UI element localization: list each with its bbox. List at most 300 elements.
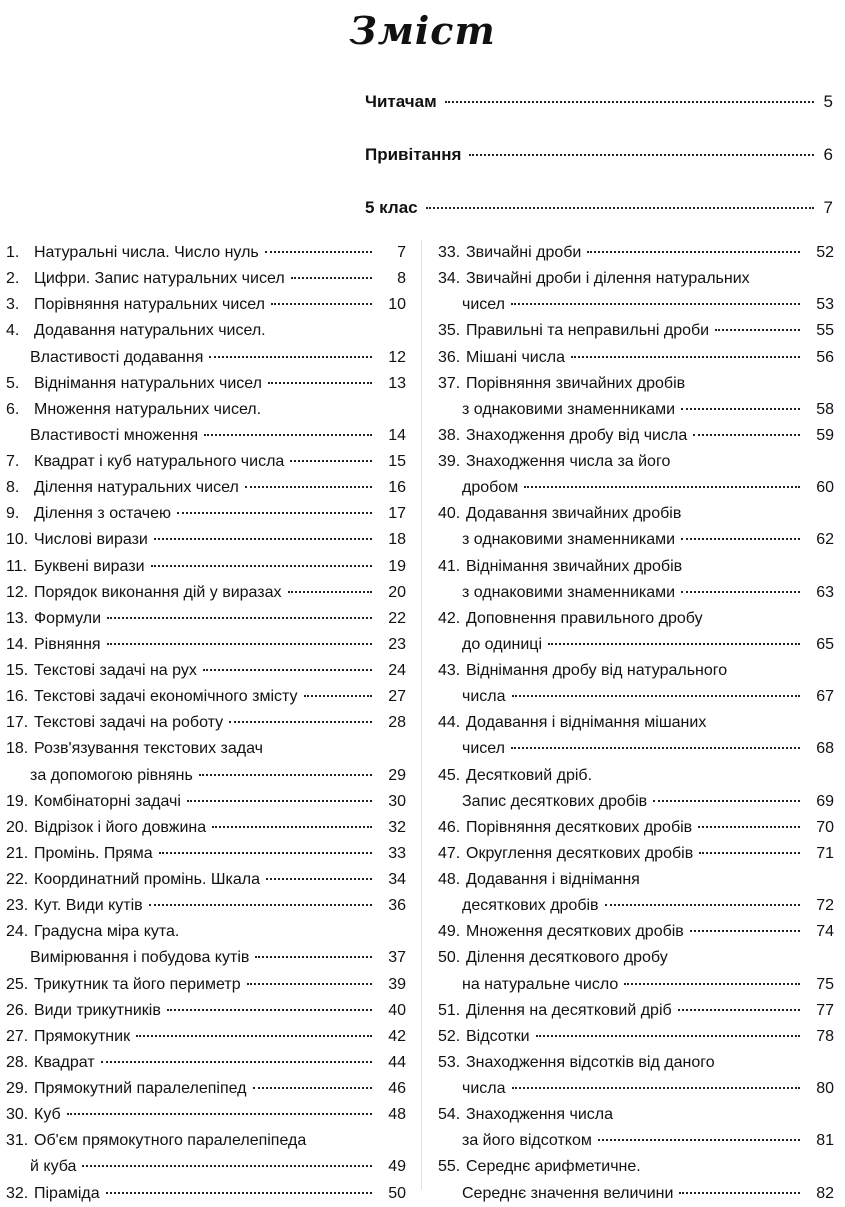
toc-entry[interactable] (6, 318, 406, 370)
entry-title (6, 1132, 306, 1149)
entry-title (6, 1076, 247, 1102)
entry-title-text: Знаходження відсотків від даного (466, 1053, 715, 1071)
entry-title (438, 815, 692, 841)
entry-title (6, 292, 265, 318)
entry-number: 8. (6, 479, 20, 497)
entry-title (6, 867, 260, 893)
dot-leader (187, 800, 372, 802)
entry-title (462, 893, 599, 919)
entry-title (6, 401, 261, 418)
toc-entry[interactable] (438, 998, 834, 1024)
toc-entry-greeting[interactable] (365, 145, 833, 175)
entry-title-text: Об'єм прямокутного паралелепіпеда (34, 1132, 307, 1150)
toc-entry[interactable] (6, 789, 406, 815)
page-number: 52 (816, 244, 834, 261)
entry-title (30, 345, 203, 371)
dot-leader (653, 800, 800, 802)
toc-entry[interactable] (438, 1024, 834, 1050)
entry-line (6, 1128, 406, 1154)
entry-title-text: Множення десяткових дробів (466, 923, 684, 941)
toc-entry[interactable] (6, 736, 406, 788)
dot-leader (268, 382, 372, 384)
entry-title (30, 945, 249, 971)
page-number: 81 (816, 1132, 834, 1150)
entry-title (6, 580, 282, 606)
entry-title (6, 1024, 130, 1050)
dot-leader (271, 303, 372, 305)
page-number: 48 (388, 1106, 406, 1124)
toc-entry-grade-5[interactable] (365, 198, 833, 228)
dot-leader (426, 207, 814, 209)
dot-leader (681, 408, 800, 410)
entry-number: 30. (6, 1106, 29, 1124)
entry-line (6, 632, 406, 658)
entry-title-text: Текстові задачі на роботу (34, 714, 224, 732)
entry-number: 16. (6, 688, 29, 706)
page-number: 24 (388, 662, 406, 679)
entry-title (462, 397, 675, 423)
page-number: 59 (816, 426, 834, 444)
page-number: 71 (816, 844, 834, 862)
dot-leader (255, 956, 372, 958)
toc-entry[interactable] (438, 919, 834, 945)
entry-title-text: Мішані числа (466, 348, 565, 366)
page-number: 46 (388, 1080, 406, 1097)
dot-leader (82, 1165, 372, 1167)
dot-leader (149, 904, 372, 906)
toc-entry[interactable] (6, 397, 406, 449)
entry-number: 21. (6, 844, 29, 862)
toc-entry[interactable] (6, 475, 406, 501)
entry-title-text: Властивості додавання (30, 348, 204, 366)
entry-title (438, 270, 750, 287)
entry-title (6, 527, 148, 553)
dot-leader (678, 1009, 800, 1011)
page-number: 14 (388, 426, 406, 444)
entry-title-text: Додавання і віднімання (466, 871, 640, 888)
entry-line (6, 841, 406, 867)
toc-entry[interactable] (6, 449, 406, 475)
entry-title-text: Формули (34, 609, 102, 627)
page-number: 78 (816, 1027, 834, 1045)
entry-line (438, 580, 834, 606)
entry-title (6, 684, 298, 710)
entry-line (438, 710, 834, 736)
page-number: 18 (388, 531, 406, 549)
toc-entry[interactable] (438, 1050, 834, 1102)
page-number: 42 (388, 1027, 406, 1045)
entry-line (6, 867, 406, 893)
page-number: 63 (816, 583, 834, 601)
entry-line (438, 1076, 834, 1102)
entry-line (438, 841, 834, 867)
entry-label: Привітання (365, 145, 462, 164)
toc-entry[interactable] (438, 266, 834, 318)
entry-line (6, 658, 406, 684)
entry-title-text: Доповнення правильного дробу (466, 609, 703, 627)
entry-title-text: Віднімання натуральних чисел (34, 374, 263, 392)
entry-title (438, 1158, 641, 1175)
page-number: 7 (823, 198, 833, 217)
entry-title (438, 1024, 530, 1050)
toc-entry[interactable] (6, 632, 406, 658)
entry-title (6, 710, 223, 736)
entry-line (438, 423, 834, 449)
page-number: 8 (397, 270, 406, 288)
entry-title (6, 1050, 95, 1076)
dot-leader (693, 434, 800, 436)
entry-line (438, 397, 834, 423)
entry-title (438, 423, 687, 449)
dot-leader (177, 512, 372, 514)
toc-entry[interactable] (438, 240, 834, 266)
toc-entry[interactable] (6, 867, 406, 893)
entry-number: 42. (438, 609, 461, 627)
entry-number: 48. (438, 871, 461, 888)
page-number: 23 (388, 635, 406, 653)
entry-number: 10. (6, 531, 29, 549)
entry-number: 41. (438, 557, 461, 575)
entry-title-text: Ділення на десятковий дріб (466, 1001, 672, 1019)
entry-line (6, 397, 406, 423)
entry-title-text: Текстові задачі економічного змісту (34, 688, 298, 706)
entry-title-text: Кут. Види кутів (34, 897, 143, 915)
entry-title (462, 789, 647, 815)
toc-entry[interactable] (6, 266, 406, 292)
entry-title (438, 505, 681, 522)
entry-title-text: Ділення натуральних чисел (34, 479, 239, 497)
entry-title-text: Знаходження дробу від числа (466, 426, 688, 444)
toc-entry[interactable] (6, 658, 406, 684)
toc-entry[interactable] (6, 501, 406, 527)
entry-title-text: Звичайні дроби (466, 244, 582, 261)
page-number: 40 (388, 1001, 406, 1019)
entry-number: 24. (6, 923, 29, 941)
page-number: 29 (388, 766, 406, 784)
entry-line (438, 1154, 834, 1180)
dot-leader (512, 695, 800, 697)
entry-line (6, 789, 406, 815)
page-number: 15 (388, 453, 406, 470)
dot-leader (253, 1087, 372, 1089)
entry-title (438, 240, 581, 266)
entry-title (6, 972, 241, 998)
dot-leader (715, 329, 800, 331)
entry-title-text: з однаковими знаменниками (462, 583, 676, 601)
entry-title (438, 662, 727, 679)
page-number: 30 (388, 792, 406, 810)
entry-title-text: Координатний промінь. Шкала (34, 871, 261, 888)
entry-line (6, 266, 406, 292)
entry-title-text: числа (462, 688, 506, 706)
entry-title-text: Додавання натуральних чисел. (34, 322, 266, 340)
entry-line (438, 972, 834, 998)
toc-entry[interactable] (438, 815, 834, 841)
toc-entry[interactable] (6, 710, 406, 736)
page-number: 80 (816, 1080, 834, 1097)
entry-title (6, 606, 101, 632)
page-number: 67 (816, 688, 834, 706)
entry-line (438, 1024, 834, 1050)
entry-title-text: за допомогою рівнянь (30, 766, 193, 784)
entry-number: 40. (438, 505, 461, 523)
toc-entry[interactable] (438, 318, 834, 344)
entry-title (6, 322, 266, 339)
entry-title-text: Трикутник та його периметр (34, 975, 241, 993)
entry-number: 29. (6, 1080, 29, 1097)
toc-entry[interactable] (438, 501, 834, 553)
toc-entry[interactable] (438, 1154, 834, 1206)
entry-title-text: з однаковими знаменниками (462, 400, 676, 418)
page-number: 5 (823, 92, 833, 111)
entry-title-text: Порядок виконання дій у виразах (34, 583, 282, 601)
dot-leader (199, 774, 372, 776)
entry-title (6, 475, 239, 501)
entry-title-text: Звичайні дроби і ділення натуральних (466, 270, 750, 288)
dot-leader (571, 356, 800, 358)
entry-title (438, 871, 640, 888)
entry-line (438, 945, 834, 971)
entry-title (462, 632, 542, 658)
entry-title-text: Властивості множення (30, 426, 199, 444)
entry-line (438, 919, 834, 945)
entry-title (438, 453, 670, 470)
entry-title (438, 949, 668, 966)
toc-entry[interactable] (6, 919, 406, 971)
entry-line (438, 763, 834, 789)
toc-entry[interactable] (438, 449, 834, 501)
page-number: 28 (388, 714, 406, 732)
toc-entry[interactable] (438, 423, 834, 449)
page-number: 69 (816, 792, 834, 810)
entry-title (438, 345, 565, 371)
toc-entry[interactable] (438, 710, 834, 762)
toc-entry[interactable] (438, 554, 834, 606)
page-number: 22 (388, 609, 406, 627)
entry-number: 18. (6, 740, 29, 758)
page-number: 77 (816, 1001, 834, 1019)
entry-line (6, 736, 406, 762)
entry-title (462, 527, 675, 553)
entry-line (438, 1050, 834, 1076)
entry-title-text: Знаходження числа за його (466, 453, 671, 470)
entry-title-text: Ділення десяткового дробу (466, 949, 668, 967)
entry-title (6, 1102, 61, 1128)
entry-number: 50. (438, 949, 461, 967)
entry-line (6, 240, 406, 266)
page-number: 60 (816, 479, 834, 497)
toc-entry[interactable] (6, 1102, 406, 1128)
dot-leader (679, 1192, 800, 1194)
entry-number: 12. (6, 583, 29, 601)
entry-title-text: чисел (462, 740, 505, 758)
entry-line (6, 763, 406, 789)
toc-entry[interactable] (6, 292, 406, 318)
entry-title (462, 684, 506, 710)
entry-line (6, 580, 406, 606)
toc-entry[interactable] (438, 945, 834, 997)
page-number: 68 (816, 740, 834, 758)
toc-entry[interactable] (6, 580, 406, 606)
entry-number: 20. (6, 818, 29, 836)
entry-title-text: Рівняння (34, 635, 101, 653)
toc-entry[interactable] (438, 763, 834, 815)
toc-left-column (6, 240, 406, 1207)
entry-number: 9. (6, 505, 20, 523)
page-number: 39 (388, 975, 406, 993)
page-number: 70 (816, 818, 834, 836)
entry-line (6, 371, 406, 397)
entry-number: 53. (438, 1053, 461, 1071)
toc-entry[interactable] (6, 998, 406, 1024)
page-number: 55 (816, 322, 834, 340)
entry-line (6, 893, 406, 919)
entry-title (438, 714, 706, 731)
entry-number: 55. (438, 1158, 461, 1176)
entry-title (438, 919, 684, 945)
entry-title-text: за його відсотком (462, 1132, 592, 1150)
toc-entry[interactable] (6, 527, 406, 553)
dot-leader (511, 303, 800, 305)
entry-line (438, 266, 834, 292)
toc-entry[interactable] (6, 371, 406, 397)
entry-line (6, 1076, 406, 1102)
entry-title-text: Квадрат (34, 1053, 95, 1071)
page-number: 82 (816, 1184, 834, 1202)
entry-title-text: десяткових дробів (462, 897, 599, 915)
page-number: 72 (816, 897, 834, 915)
dot-leader (681, 591, 800, 593)
dot-leader (204, 434, 372, 436)
entry-number: 28. (6, 1053, 29, 1071)
dot-leader (698, 826, 800, 828)
toc-entry[interactable] (6, 1181, 406, 1207)
entry-title (438, 610, 703, 627)
entry-line (6, 554, 406, 580)
entry-number: 33. (438, 244, 461, 261)
entry-number: 51. (438, 1001, 461, 1019)
entry-title (6, 632, 101, 658)
toc-entry[interactable] (6, 240, 406, 266)
dot-leader (536, 1035, 800, 1037)
entry-line (438, 998, 834, 1024)
toc-entry[interactable] (438, 867, 834, 919)
toc-entry[interactable] (6, 1050, 406, 1076)
toc-entry[interactable] (6, 554, 406, 580)
entry-number: 15. (6, 662, 29, 679)
entry-line (6, 919, 406, 945)
dot-leader (167, 1009, 372, 1011)
entry-line (438, 240, 834, 266)
entry-line (6, 318, 406, 344)
toc-entry[interactable] (6, 893, 406, 919)
entry-number: 25. (6, 975, 29, 993)
entry-title (6, 841, 153, 867)
toc-entry[interactable] (6, 1024, 406, 1050)
entry-title-text: Натуральні числа. Число нуль (34, 244, 259, 261)
dot-leader (209, 356, 372, 358)
page-number: 33 (388, 844, 406, 862)
entry-number: 34. (438, 270, 461, 288)
toc-entry[interactable] (438, 841, 834, 867)
entry-title (6, 371, 262, 397)
entry-title-text: Ділення з остачею (34, 505, 172, 523)
entry-title (438, 1106, 613, 1123)
entry-number: 7. (6, 453, 20, 470)
entry-title-text: Середнє значення величини (462, 1184, 674, 1202)
toc-entry[interactable] (6, 684, 406, 710)
toc-entry[interactable] (438, 345, 834, 371)
toc-right-column (438, 240, 834, 1207)
page-number: 58 (816, 400, 834, 418)
toc-entry[interactable] (6, 1128, 406, 1180)
entry-number: 27. (6, 1027, 29, 1045)
dot-leader (67, 1113, 372, 1115)
toc-entry[interactable] (438, 658, 834, 710)
entry-title-text: Цифри. Запис натуральних чисел (34, 270, 285, 288)
toc-entry[interactable] (6, 1076, 406, 1102)
toc-entry[interactable] (438, 1102, 834, 1154)
entry-number: 31. (6, 1132, 29, 1150)
entry-number: 11. (6, 557, 28, 575)
entry-line (6, 606, 406, 632)
dot-leader (107, 617, 372, 619)
entry-title-text: Розв'язування текстових задач (34, 740, 264, 758)
entry-number: 37. (438, 374, 461, 392)
entry-title (462, 475, 518, 501)
dot-leader (524, 486, 800, 488)
entry-title-text: Знаходження числа (466, 1106, 613, 1124)
entry-line (6, 292, 406, 318)
entry-title-text: дробом (462, 479, 519, 497)
entry-title-text: Числові вирази (34, 531, 148, 549)
page-number: 62 (816, 531, 834, 549)
entry-number: 43. (438, 662, 461, 679)
dot-leader (154, 538, 372, 540)
entry-title-text: Додавання і віднімання мішаних (466, 714, 707, 732)
entry-number: 3. (6, 296, 20, 314)
entry-line (438, 684, 834, 710)
toc-entry-readers[interactable] (365, 92, 833, 122)
dot-leader (136, 1035, 372, 1037)
dot-leader (101, 1061, 372, 1063)
toc-entry[interactable] (438, 606, 834, 658)
entry-number: 36. (438, 348, 461, 366)
entry-line (6, 1024, 406, 1050)
toc-entry[interactable] (6, 972, 406, 998)
entry-title (6, 501, 171, 527)
page-number: 13 (388, 374, 406, 392)
entry-title-text: Куб (34, 1106, 61, 1124)
page-number: 17 (388, 505, 406, 523)
entry-title-text: Квадрат і куб натурального числа (34, 453, 285, 470)
dot-leader (445, 101, 814, 103)
entry-number: 6. (6, 400, 20, 418)
entry-title-text: Порівняння натуральних чисел (34, 296, 266, 314)
entry-line (6, 1102, 406, 1128)
toc-entry[interactable] (6, 815, 406, 841)
toc-entry[interactable] (6, 841, 406, 867)
entry-line (6, 815, 406, 841)
page-number: 37 (388, 949, 406, 967)
entry-title (6, 998, 161, 1024)
toc-entry[interactable] (438, 371, 834, 423)
entry-line (6, 1181, 406, 1207)
page-number: 7 (397, 244, 406, 261)
toc-entry[interactable] (6, 606, 406, 632)
entry-line (438, 606, 834, 632)
entry-title (438, 1054, 715, 1071)
